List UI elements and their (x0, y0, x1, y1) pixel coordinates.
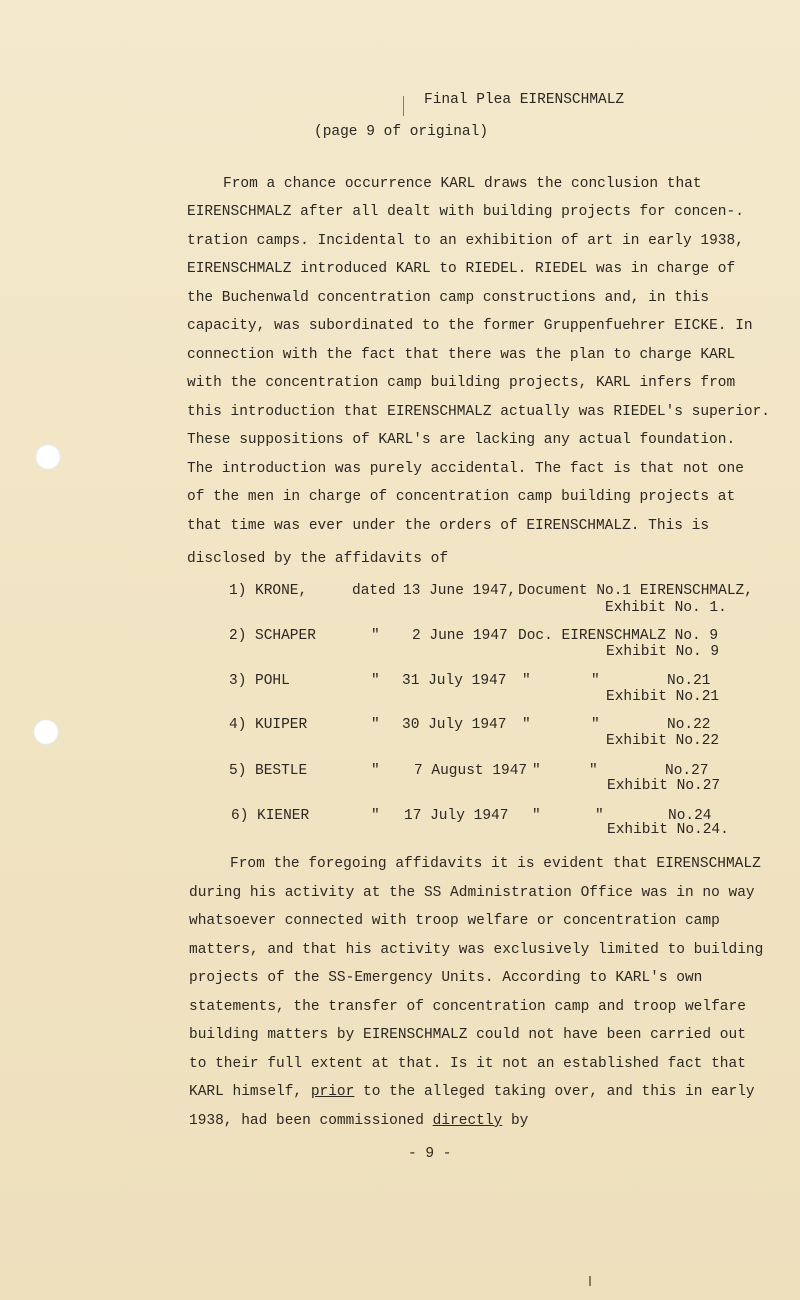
paragraph-line: this introduction that EIRENSCHMALZ actually was RIEDEL's superior. (187, 404, 770, 420)
affidavit-ditto: " (532, 763, 541, 779)
paragraph-line: From the foregoing affidavits it is evident that EIRENSCHMALZ (230, 856, 761, 872)
affidavit-document: Doc. EIRENSCHMALZ No. 9 (518, 628, 719, 644)
affidavit-name: POHL (255, 673, 290, 689)
affidavit-date: 17 July 1947 (404, 808, 509, 824)
paragraph-line: to their full extent at that. Is it not an established fact that (189, 1056, 746, 1072)
paragraph-line: EIRENSCHMALZ after all dealt with building projects for concen-. (187, 204, 744, 220)
paragraph-line: tration camps. Incidental to an exhibition of art in early 1938, (187, 233, 744, 249)
affidavit-exhibit: Exhibit No.22 (606, 733, 720, 749)
affidavit-number: 4) (229, 717, 247, 733)
affidavit-document: Document No.1 EIRENSCHMALZ, (518, 583, 753, 599)
affidavit-ditto: " (532, 808, 541, 824)
page-header: Final Plea EIRENSCHMALZ (424, 92, 625, 108)
affidavit-ditto: " (522, 717, 531, 733)
paragraph-line: The introduction was purely accidental. The fact is that not one (187, 461, 744, 477)
affidavit-number: 3) (229, 673, 247, 689)
paragraph-line: EIRENSCHMALZ introduced KARL to RIEDEL. RIEDEL was in charge of (187, 261, 736, 277)
underlined-word: prior (310, 1084, 355, 1100)
affidavit-doc-number: No.27 (665, 763, 709, 779)
affidavit-number: 6) (231, 808, 249, 824)
text-run: by (502, 1113, 529, 1129)
affidavit-doc-number: No.24 (668, 808, 712, 824)
paragraph-line: building matters by EIRENSCHMALZ could not have been carried out (189, 1027, 746, 1043)
paragraph-line (189, 1113, 528, 1129)
affidavit-name: KRONE, (255, 583, 308, 599)
page-subheader: (page 9 of original) (314, 124, 489, 140)
affidavit-name: KIENER (257, 808, 310, 824)
underlined-word: directly (432, 1113, 503, 1129)
affidavit-doc-number: No.22 (667, 717, 711, 733)
affidavit-ditto: " (591, 673, 600, 689)
paragraph-line: of the men in charge of concentration camp building projects at (187, 489, 736, 505)
paragraph-line: From a chance occurrence KARL draws the conclusion that (223, 176, 702, 192)
affidavit-date-prefix: " (371, 763, 380, 779)
affidavit-exhibit: Exhibit No. 1. (605, 600, 727, 616)
text-run: 1938, had been commissioned (189, 1113, 433, 1129)
pen-mark-top (403, 96, 404, 116)
paragraph-line (189, 1084, 755, 1100)
affidavit-ditto: " (595, 808, 604, 824)
affidavit-date-prefix: " (371, 673, 380, 689)
affidavit-exhibit: Exhibit No.27 (607, 778, 721, 794)
paragraph-line: that time was ever under the orders of EIRENSCHMALZ. This is (187, 518, 710, 534)
punch-hole-upper (35, 444, 61, 470)
affidavit-date-prefix: " (371, 808, 380, 824)
affidavit-doc-number: No.21 (667, 673, 711, 689)
affidavit-name: SCHAPER (255, 628, 316, 644)
affidavit-date: 13 June 1947, (403, 583, 517, 599)
affidavit-ditto: " (591, 717, 600, 733)
paragraph-line: during his activity at the SS Administration Office was in no way (189, 885, 755, 901)
affidavit-ditto: " (522, 673, 531, 689)
text-run: to the alleged taking over, and this in early (354, 1084, 755, 1100)
affidavit-date: 31 July 1947 (402, 673, 507, 689)
affidavit-date-prefix: " (371, 717, 380, 733)
affidavit-name: BESTLE (255, 763, 308, 779)
affidavit-number: 5) (229, 763, 247, 779)
affidavit-date-prefix: dated (352, 583, 396, 599)
affidavit-date: 2 June 1947 (412, 628, 508, 644)
paragraph-line: connection with the fact that there was the plan to charge KARL (187, 347, 736, 363)
affidavit-number: 2) (229, 628, 247, 644)
paragraph-line: projects of the SS-Emergency Units. According to KARL's own (189, 970, 703, 986)
paragraph-line: statements, the transfer of concentration camp and troop welfare (189, 999, 746, 1015)
affidavit-ditto: " (589, 763, 598, 779)
paragraph-line: These suppositions of KARL's are lacking any actual foundation. (187, 432, 736, 448)
pen-mark-bottom (589, 1276, 591, 1286)
text-run: KARL himself, (189, 1084, 311, 1100)
affidavit-number: 1) (229, 583, 247, 599)
paragraph-line: whatsoever connected with troop welfare or concentration camp (189, 913, 720, 929)
paragraph-line: with the concentration camp building projects, KARL infers from (187, 375, 736, 391)
punch-hole-lower (33, 719, 59, 745)
affidavit-date: 30 July 1947 (402, 717, 507, 733)
page-number: - 9 - (408, 1146, 452, 1162)
affidavit-name: KUIPER (255, 717, 308, 733)
affidavit-exhibit: Exhibit No.24. (607, 822, 729, 838)
paragraph-line: the Buchenwald concentration camp constructions and, in this (187, 290, 710, 306)
affidavit-date-prefix: " (371, 628, 380, 644)
paragraph-line: capacity, was subordinated to the former Gruppenfuehrer EICKE. In (187, 318, 753, 334)
affidavit-exhibit: Exhibit No. 9 (606, 644, 720, 660)
affidavit-date: 7 August 1947 (414, 763, 528, 779)
paragraph-line: matters, and that his activity was exclusively limited to building (189, 942, 764, 958)
paragraph-line: disclosed by the affidavits of (187, 551, 449, 567)
affidavit-exhibit: Exhibit No.21 (606, 689, 720, 705)
